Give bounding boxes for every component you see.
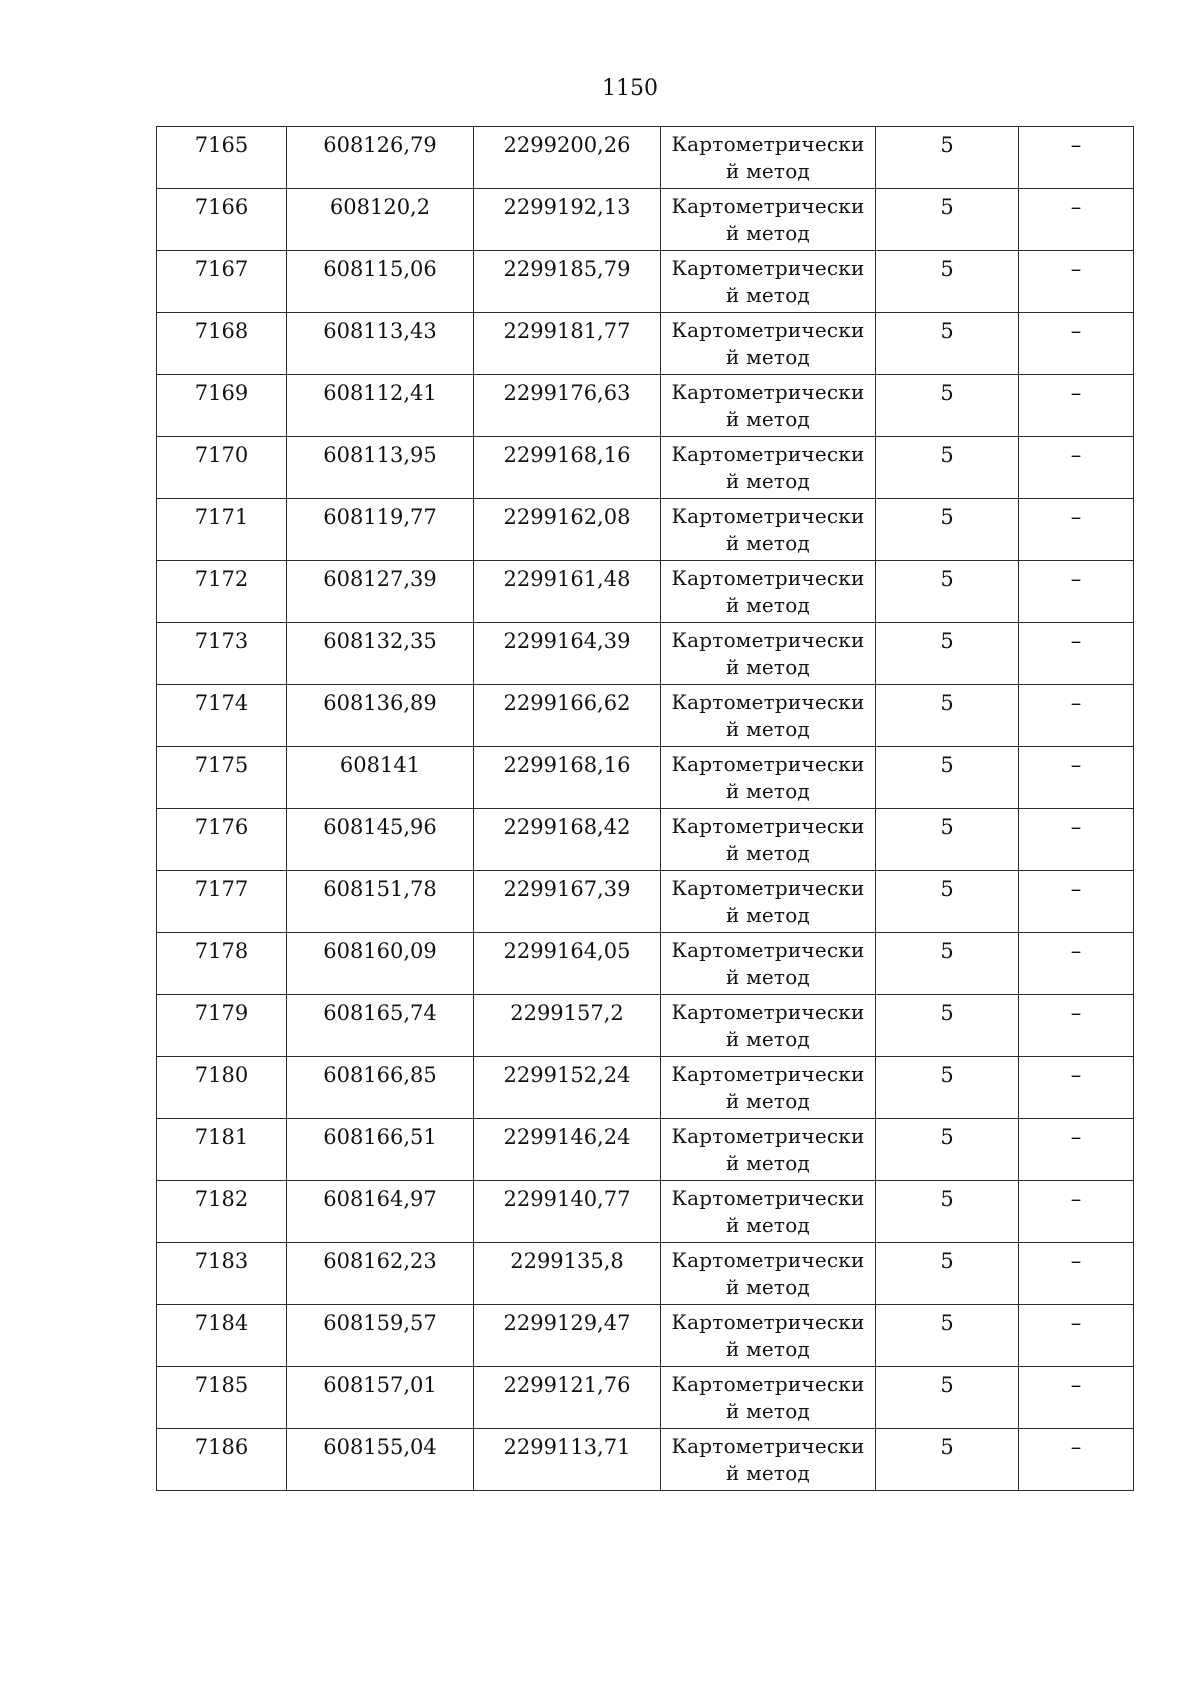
cell-description: –: [1019, 809, 1134, 871]
method-line-2: й метод: [726, 717, 810, 741]
cell-coordinate-y: 2299167,39: [474, 871, 661, 933]
cell-method: [661, 189, 876, 251]
cell-accuracy: 5: [876, 871, 1019, 933]
cell-method: [661, 1119, 876, 1181]
method-line-2: й метод: [726, 407, 810, 431]
table-row: [157, 251, 1134, 313]
table-row: [157, 1367, 1134, 1429]
cell-point-number: 7166: [157, 189, 287, 251]
cell-method: [661, 747, 876, 809]
method-line-1: Картометрически: [671, 628, 865, 652]
table-row: [157, 313, 1134, 375]
method-line-2: й метод: [726, 1027, 810, 1051]
cell-description: –: [1019, 189, 1134, 251]
cell-description: –: [1019, 747, 1134, 809]
cell-point-number: 7170: [157, 437, 287, 499]
cell-point-number: 7181: [157, 1119, 287, 1181]
cell-accuracy: 5: [876, 1429, 1019, 1491]
cell-coordinate-x: 608157,01: [287, 1367, 474, 1429]
cell-point-number: 7177: [157, 871, 287, 933]
cell-coordinate-y: 2299146,24: [474, 1119, 661, 1181]
method-line-1: Картометрически: [671, 752, 865, 776]
cell-description: –: [1019, 995, 1134, 1057]
cell-description: –: [1019, 1429, 1134, 1491]
cell-accuracy: 5: [876, 1243, 1019, 1305]
table-row: [157, 1305, 1134, 1367]
cell-accuracy: 5: [876, 1181, 1019, 1243]
table-row: [157, 1057, 1134, 1119]
cell-description: –: [1019, 437, 1134, 499]
method-line-2: й метод: [726, 1337, 810, 1361]
cell-method: [661, 809, 876, 871]
method-line-1: Картометрически: [671, 256, 865, 280]
method-line-2: й метод: [726, 779, 810, 803]
cell-method: [661, 1429, 876, 1491]
method-line-1: Картометрически: [671, 566, 865, 590]
cell-coordinate-x: 608166,51: [287, 1119, 474, 1181]
cell-coordinate-y: 2299185,79: [474, 251, 661, 313]
cell-coordinate-y: 2299181,77: [474, 313, 661, 375]
cell-coordinate-x: 608159,57: [287, 1305, 474, 1367]
cell-description: –: [1019, 375, 1134, 437]
coordinates-table: [156, 126, 1134, 1491]
cell-point-number: 7184: [157, 1305, 287, 1367]
cell-point-number: 7183: [157, 1243, 287, 1305]
cell-method: [661, 1181, 876, 1243]
method-line-1: Картометрически: [671, 194, 865, 218]
table-body: [157, 127, 1134, 1491]
cell-description: –: [1019, 1057, 1134, 1119]
cell-coordinate-y: 2299161,48: [474, 561, 661, 623]
cell-point-number: 7167: [157, 251, 287, 313]
method-line-1: Картометрически: [671, 1372, 865, 1396]
table-row: [157, 871, 1134, 933]
cell-coordinate-y: 2299200,26: [474, 127, 661, 189]
method-line-2: й метод: [726, 1151, 810, 1175]
page-number: 1150: [602, 76, 658, 101]
cell-method: [661, 127, 876, 189]
cell-method: [661, 1305, 876, 1367]
method-line-1: Картометрически: [671, 380, 865, 404]
method-line-2: й метод: [726, 841, 810, 865]
cell-point-number: 7174: [157, 685, 287, 747]
cell-accuracy: 5: [876, 933, 1019, 995]
cell-point-number: 7175: [157, 747, 287, 809]
method-line-1: Картометрически: [671, 1248, 865, 1272]
cell-accuracy: 5: [876, 995, 1019, 1057]
cell-description: –: [1019, 685, 1134, 747]
cell-coordinate-y: 2299168,42: [474, 809, 661, 871]
table-row: [157, 127, 1134, 189]
method-line-2: й метод: [726, 655, 810, 679]
cell-point-number: 7179: [157, 995, 287, 1057]
cell-coordinate-x: 608141: [287, 747, 474, 809]
table-row: [157, 1243, 1134, 1305]
cell-accuracy: 5: [876, 251, 1019, 313]
cell-point-number: 7185: [157, 1367, 287, 1429]
cell-accuracy: 5: [876, 1057, 1019, 1119]
cell-coordinate-x: 608155,04: [287, 1429, 474, 1491]
method-line-1: Картометрически: [671, 1434, 865, 1458]
cell-accuracy: 5: [876, 685, 1019, 747]
cell-accuracy: 5: [876, 437, 1019, 499]
cell-coordinate-x: 608160,09: [287, 933, 474, 995]
cell-coordinate-y: 2299162,08: [474, 499, 661, 561]
method-line-2: й метод: [726, 221, 810, 245]
cell-coordinate-x: 608127,39: [287, 561, 474, 623]
table-row: [157, 995, 1134, 1057]
cell-accuracy: 5: [876, 1367, 1019, 1429]
cell-accuracy: 5: [876, 1119, 1019, 1181]
cell-point-number: 7180: [157, 1057, 287, 1119]
table-row: [157, 437, 1134, 499]
method-line-1: Картометрически: [671, 690, 865, 714]
cell-point-number: 7171: [157, 499, 287, 561]
cell-description: –: [1019, 1367, 1134, 1429]
cell-coordinate-x: 608132,35: [287, 623, 474, 685]
table-row: [157, 623, 1134, 685]
method-line-2: й метод: [726, 1399, 810, 1423]
table-row: [157, 1181, 1134, 1243]
cell-method: [661, 313, 876, 375]
cell-method: [661, 1057, 876, 1119]
cell-coordinate-y: 2299121,76: [474, 1367, 661, 1429]
cell-coordinate-y: 2299129,47: [474, 1305, 661, 1367]
table-row: [157, 933, 1134, 995]
method-line-2: й метод: [726, 965, 810, 989]
cell-point-number: 7172: [157, 561, 287, 623]
method-line-2: й метод: [726, 531, 810, 555]
method-line-2: й метод: [726, 903, 810, 927]
cell-coordinate-y: 2299140,77: [474, 1181, 661, 1243]
cell-coordinate-x: 608120,2: [287, 189, 474, 251]
table-row: [157, 499, 1134, 561]
table-row: [157, 375, 1134, 437]
table-row: [157, 1119, 1134, 1181]
cell-description: –: [1019, 623, 1134, 685]
cell-method: [661, 251, 876, 313]
cell-coordinate-x: 608113,43: [287, 313, 474, 375]
method-line-2: й метод: [726, 1461, 810, 1485]
cell-method: [661, 437, 876, 499]
cell-point-number: 7173: [157, 623, 287, 685]
method-line-1: Картометрически: [671, 1186, 865, 1210]
method-line-1: Картометрически: [671, 318, 865, 342]
cell-method: [661, 561, 876, 623]
cell-description: –: [1019, 1181, 1134, 1243]
cell-coordinate-y: 2299192,13: [474, 189, 661, 251]
cell-description: –: [1019, 1305, 1134, 1367]
cell-coordinate-y: 2299113,71: [474, 1429, 661, 1491]
cell-coordinate-x: 608115,06: [287, 251, 474, 313]
method-line-1: Картометрически: [671, 876, 865, 900]
method-line-2: й метод: [726, 593, 810, 617]
cell-coordinate-x: 608126,79: [287, 127, 474, 189]
cell-point-number: 7168: [157, 313, 287, 375]
cell-coordinate-y: 2299166,62: [474, 685, 661, 747]
cell-coordinate-y: 2299164,39: [474, 623, 661, 685]
cell-method: [661, 499, 876, 561]
cell-point-number: 7176: [157, 809, 287, 871]
method-line-1: Картометрически: [671, 1124, 865, 1148]
cell-description: –: [1019, 313, 1134, 375]
cell-coordinate-x: 608151,78: [287, 871, 474, 933]
cell-coordinate-y: 2299164,05: [474, 933, 661, 995]
method-line-1: Картометрически: [671, 1062, 865, 1086]
cell-accuracy: 5: [876, 375, 1019, 437]
cell-coordinate-y: 2299152,24: [474, 1057, 661, 1119]
cell-accuracy: 5: [876, 747, 1019, 809]
cell-accuracy: 5: [876, 499, 1019, 561]
cell-accuracy: 5: [876, 127, 1019, 189]
cell-coordinate-y: 2299168,16: [474, 747, 661, 809]
cell-coordinate-x: 608112,41: [287, 375, 474, 437]
cell-coordinate-y: 2299135,8: [474, 1243, 661, 1305]
table-row: [157, 561, 1134, 623]
method-line-1: Картометрически: [671, 132, 865, 156]
cell-method: [661, 375, 876, 437]
cell-point-number: 7169: [157, 375, 287, 437]
cell-accuracy: 5: [876, 561, 1019, 623]
cell-coordinate-y: 2299168,16: [474, 437, 661, 499]
table-row: [157, 809, 1134, 871]
cell-description: –: [1019, 127, 1134, 189]
cell-coordinate-x: 608145,96: [287, 809, 474, 871]
cell-description: –: [1019, 251, 1134, 313]
cell-method: [661, 995, 876, 1057]
method-line-1: Картометрически: [671, 442, 865, 466]
table-row: [157, 747, 1134, 809]
method-line-1: Картометрически: [671, 814, 865, 838]
method-line-1: Картометрически: [671, 504, 865, 528]
method-line-1: Картометрически: [671, 1000, 865, 1024]
cell-coordinate-x: 608162,23: [287, 1243, 474, 1305]
cell-point-number: 7186: [157, 1429, 287, 1491]
method-line-2: й метод: [726, 159, 810, 183]
cell-accuracy: 5: [876, 313, 1019, 375]
cell-description: –: [1019, 1243, 1134, 1305]
cell-accuracy: 5: [876, 809, 1019, 871]
method-line-2: й метод: [726, 1275, 810, 1299]
cell-method: [661, 871, 876, 933]
cell-coordinate-y: 2299176,63: [474, 375, 661, 437]
cell-description: –: [1019, 871, 1134, 933]
cell-coordinate-y: 2299157,2: [474, 995, 661, 1057]
cell-coordinate-x: 608113,95: [287, 437, 474, 499]
cell-accuracy: 5: [876, 189, 1019, 251]
method-line-1: Картометрически: [671, 938, 865, 962]
method-line-2: й метод: [726, 1213, 810, 1237]
cell-coordinate-x: 608165,74: [287, 995, 474, 1057]
cell-point-number: 7178: [157, 933, 287, 995]
cell-method: [661, 933, 876, 995]
table-row: [157, 1429, 1134, 1491]
method-line-2: й метод: [726, 345, 810, 369]
cell-point-number: 7165: [157, 127, 287, 189]
table-row: [157, 189, 1134, 251]
cell-method: [661, 685, 876, 747]
cell-coordinate-x: 608164,97: [287, 1181, 474, 1243]
method-line-2: й метод: [726, 469, 810, 493]
cell-coordinate-x: 608136,89: [287, 685, 474, 747]
cell-description: –: [1019, 933, 1134, 995]
method-line-2: й метод: [726, 1089, 810, 1113]
method-line-2: й метод: [726, 283, 810, 307]
table-row: [157, 685, 1134, 747]
cell-accuracy: 5: [876, 623, 1019, 685]
cell-method: [661, 1367, 876, 1429]
cell-coordinate-x: 608166,85: [287, 1057, 474, 1119]
cell-description: –: [1019, 499, 1134, 561]
cell-coordinate-x: 608119,77: [287, 499, 474, 561]
cell-description: –: [1019, 561, 1134, 623]
cell-method: [661, 623, 876, 685]
cell-accuracy: 5: [876, 1305, 1019, 1367]
cell-point-number: 7182: [157, 1181, 287, 1243]
cell-method: [661, 1243, 876, 1305]
cell-description: –: [1019, 1119, 1134, 1181]
method-line-1: Картометрически: [671, 1310, 865, 1334]
